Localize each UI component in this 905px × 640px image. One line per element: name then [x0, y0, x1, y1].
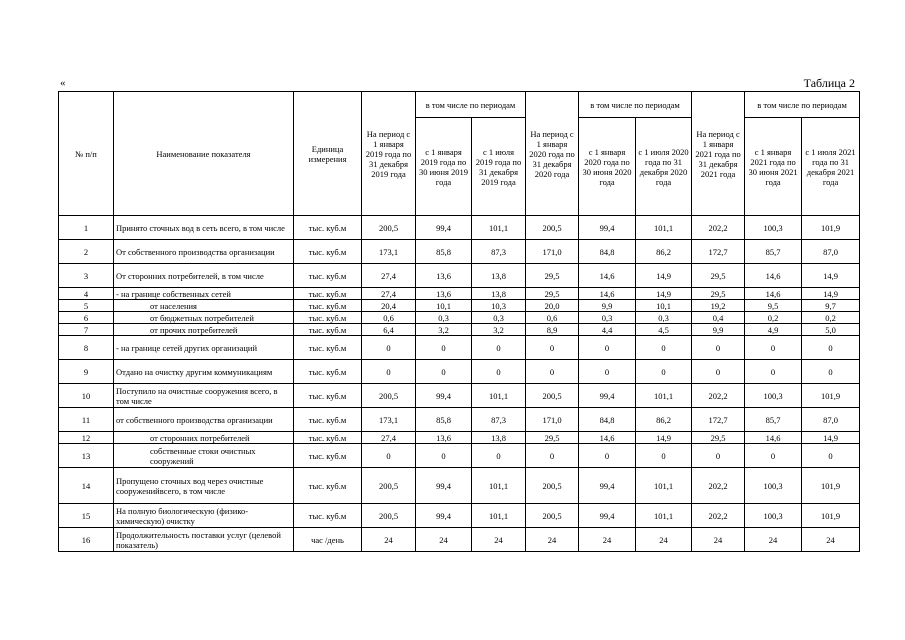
row-value: 20,4	[362, 300, 416, 312]
row-value: 10,1	[416, 300, 472, 312]
table-row	[59, 444, 860, 468]
row-value: 4,4	[579, 324, 636, 336]
row-value: 24	[362, 528, 416, 552]
row-value: 172,7	[692, 408, 745, 432]
row-name: - на границе собственных сетей	[114, 288, 294, 300]
row-value: 14,6	[579, 432, 636, 444]
row-value: 0	[636, 360, 692, 384]
row-unit: тыс. куб.м	[294, 504, 362, 528]
row-value: 99,4	[416, 384, 472, 408]
row-value: 99,4	[579, 216, 636, 240]
row-unit: тыс. куб.м	[294, 408, 362, 432]
row-value: 29,5	[692, 288, 745, 300]
row-value: 200,5	[362, 384, 416, 408]
row-value: 202,2	[692, 468, 745, 504]
row-value: 0,3	[472, 312, 526, 324]
row-value: 3,2	[472, 324, 526, 336]
row-value: 29,5	[692, 432, 745, 444]
row-value: 101,1	[636, 216, 692, 240]
row-value: 202,2	[692, 384, 745, 408]
row-number: 8	[59, 336, 114, 360]
row-value: 14,9	[802, 432, 860, 444]
row-value: 172,7	[692, 240, 745, 264]
table-row	[59, 288, 860, 300]
row-number: 4	[59, 288, 114, 300]
quote-mark: «	[60, 77, 66, 89]
row-unit: тыс. куб.м	[294, 324, 362, 336]
row-value: 84,8	[579, 240, 636, 264]
row-number: 13	[59, 444, 114, 468]
header-incl-2019: в том числе по периодам	[416, 92, 526, 118]
row-name: от населения	[114, 300, 294, 312]
row-value: 99,4	[416, 468, 472, 504]
header-h1-2020: с 1 января 2020 года по 30 июня 2020 года	[579, 118, 636, 216]
row-value: 0,2	[802, 312, 860, 324]
table-row	[59, 432, 860, 444]
table-header	[59, 92, 860, 216]
row-number: 16	[59, 528, 114, 552]
row-value: 85,7	[745, 240, 802, 264]
data-table	[58, 91, 860, 552]
row-value: 13,8	[472, 264, 526, 288]
row-unit: тыс. куб.м	[294, 384, 362, 408]
row-value: 87,0	[802, 240, 860, 264]
row-value: 14,9	[636, 432, 692, 444]
row-value: 85,8	[416, 408, 472, 432]
row-value: 0,2	[745, 312, 802, 324]
row-name: На полную биологическую (физико-химическую) очистку	[114, 504, 294, 528]
row-name: от сторонних потребителей	[114, 432, 294, 444]
row-value: 4,9	[745, 324, 802, 336]
row-value: 101,9	[802, 384, 860, 408]
row-value: 24	[745, 528, 802, 552]
table-row	[59, 324, 860, 336]
row-value: 101,9	[802, 216, 860, 240]
header-h1-2021: с 1 января 2021 года по 30 июня 2021 года	[745, 118, 802, 216]
row-number: 11	[59, 408, 114, 432]
row-name: От собственного производства организации	[114, 240, 294, 264]
row-value: 0	[416, 360, 472, 384]
row-value: 171,0	[526, 240, 579, 264]
header-period-2021: На период с 1 января 2021 года по 31 декабря 2021 года	[692, 92, 745, 216]
row-value: 14,6	[579, 288, 636, 300]
table-body	[59, 216, 860, 552]
row-value: 0	[802, 360, 860, 384]
header-name: Наименование показателя	[114, 92, 294, 216]
row-unit: тыс. куб.м	[294, 240, 362, 264]
row-value: 100,3	[745, 504, 802, 528]
row-value: 101,1	[472, 216, 526, 240]
row-value: 86,2	[636, 240, 692, 264]
table-row	[59, 528, 860, 552]
row-value: 24	[472, 528, 526, 552]
row-value: 9,7	[802, 300, 860, 312]
row-number: 1	[59, 216, 114, 240]
header-period-2020: На период с 1 января 2020 года по 31 декабря 2020 года	[526, 92, 579, 216]
row-name: От сторонних потребителей, в том числе	[114, 264, 294, 288]
header-unit: Единица измерения	[294, 92, 362, 216]
row-value: 0	[802, 444, 860, 468]
row-value: 202,2	[692, 216, 745, 240]
row-value: 101,9	[802, 504, 860, 528]
row-value: 9,5	[745, 300, 802, 312]
row-value: 0,6	[362, 312, 416, 324]
row-value: 14,9	[802, 288, 860, 300]
row-unit: тыс. куб.м	[294, 216, 362, 240]
row-value: 14,6	[745, 432, 802, 444]
row-value: 0	[416, 336, 472, 360]
row-value: 24	[692, 528, 745, 552]
row-value: 10,3	[472, 300, 526, 312]
header-num: № п/п	[59, 92, 114, 216]
row-value: 29,5	[526, 264, 579, 288]
row-value: 0	[526, 360, 579, 384]
row-value: 13,8	[472, 288, 526, 300]
row-number: 14	[59, 468, 114, 504]
row-value: 200,5	[362, 468, 416, 504]
row-value: 29,5	[526, 288, 579, 300]
row-value: 0	[472, 444, 526, 468]
row-value: 202,2	[692, 504, 745, 528]
row-value: 101,9	[802, 468, 860, 504]
row-number: 9	[59, 360, 114, 384]
row-value: 27,4	[362, 288, 416, 300]
row-value: 0,3	[579, 312, 636, 324]
row-value: 0	[745, 444, 802, 468]
header-h2-2020: с 1 июля 2020 года по 31 декабря 2020 года	[636, 118, 692, 216]
row-value: 99,4	[579, 504, 636, 528]
row-value: 0	[636, 336, 692, 360]
row-value: 0,3	[416, 312, 472, 324]
row-name: - на границе сетей других организаций	[114, 336, 294, 360]
row-value: 4,5	[636, 324, 692, 336]
row-value: 100,3	[745, 384, 802, 408]
row-value: 200,5	[362, 216, 416, 240]
row-value: 14,6	[579, 264, 636, 288]
row-value: 19,2	[692, 300, 745, 312]
row-value: 0	[745, 336, 802, 360]
row-value: 0	[362, 336, 416, 360]
row-value: 14,9	[802, 264, 860, 288]
row-value: 0	[526, 444, 579, 468]
row-name: Принято сточных вод в сеть всего, в том числе	[114, 216, 294, 240]
row-unit: тыс. куб.м	[294, 360, 362, 384]
row-value: 173,1	[362, 240, 416, 264]
row-number: 2	[59, 240, 114, 264]
table-row	[59, 360, 860, 384]
row-value: 24	[416, 528, 472, 552]
row-value: 9,9	[579, 300, 636, 312]
table-row	[59, 336, 860, 360]
row-value: 101,1	[472, 468, 526, 504]
row-value: 10,1	[636, 300, 692, 312]
row-value: 101,1	[472, 504, 526, 528]
row-number: 12	[59, 432, 114, 444]
row-name: собственные стоки очистных сооружений	[114, 444, 294, 468]
row-value: 87,0	[802, 408, 860, 432]
row-name: от прочих потребителей	[114, 324, 294, 336]
row-name: Поступило на очистные сооружения всего, в том числе	[114, 384, 294, 408]
table-row	[59, 240, 860, 264]
row-unit: тыс. куб.м	[294, 336, 362, 360]
row-value: 0	[692, 360, 745, 384]
row-value: 100,3	[745, 216, 802, 240]
row-value: 86,2	[636, 408, 692, 432]
row-value: 8,9	[526, 324, 579, 336]
row-value: 171,0	[526, 408, 579, 432]
row-value: 173,1	[362, 408, 416, 432]
row-unit: тыс. куб.м	[294, 312, 362, 324]
row-value: 100,3	[745, 468, 802, 504]
row-value: 200,5	[362, 504, 416, 528]
row-name: Отдано на очистку другим коммуникациям	[114, 360, 294, 384]
row-value: 3,2	[416, 324, 472, 336]
row-value: 20,0	[526, 300, 579, 312]
row-value: 9,9	[692, 324, 745, 336]
row-value: 101,1	[636, 504, 692, 528]
row-value: 200,5	[526, 504, 579, 528]
row-value: 13,6	[416, 288, 472, 300]
row-value: 13,8	[472, 432, 526, 444]
row-value: 87,3	[472, 408, 526, 432]
header-period-2019: На период с 1 января 2019 года по 31 декабря 2019 года	[362, 92, 416, 216]
row-value: 14,6	[745, 288, 802, 300]
row-value: 29,5	[692, 264, 745, 288]
row-unit: тыс. куб.м	[294, 264, 362, 288]
row-value: 0	[636, 444, 692, 468]
row-value: 6,4	[362, 324, 416, 336]
header-incl-2020: в том числе по периодам	[579, 92, 692, 118]
row-number: 3	[59, 264, 114, 288]
row-value: 0	[362, 444, 416, 468]
row-number: 10	[59, 384, 114, 408]
table-row	[59, 264, 860, 288]
row-value: 24	[636, 528, 692, 552]
row-value: 0	[802, 336, 860, 360]
row-value: 101,1	[472, 384, 526, 408]
row-value: 101,1	[636, 468, 692, 504]
row-unit: тыс. куб.м	[294, 444, 362, 468]
row-value: 85,8	[416, 240, 472, 264]
row-value: 14,6	[745, 264, 802, 288]
row-value: 0,3	[636, 312, 692, 324]
row-unit: тыс. куб.м	[294, 288, 362, 300]
row-value: 24	[802, 528, 860, 552]
table-row	[59, 300, 860, 312]
row-name: Продолжительность поставки услуг (целевой показатель)	[114, 528, 294, 552]
row-value: 0,6	[526, 312, 579, 324]
row-value: 0	[362, 360, 416, 384]
row-value: 99,4	[579, 384, 636, 408]
row-value: 99,4	[416, 504, 472, 528]
header-h2-2019: с 1 июля 2019 года по 31 декабря 2019 года	[472, 118, 526, 216]
row-unit: тыс. куб.м	[294, 468, 362, 504]
table-row	[59, 504, 860, 528]
row-value: 200,5	[526, 384, 579, 408]
row-value: 0	[579, 360, 636, 384]
table-row	[59, 216, 860, 240]
row-name: Пропущено сточных вод через очистные сооруженийвсего, в том числе	[114, 468, 294, 504]
row-number: 7	[59, 324, 114, 336]
row-value: 0	[745, 360, 802, 384]
row-value: 0	[579, 444, 636, 468]
row-value: 0	[472, 336, 526, 360]
row-value: 24	[579, 528, 636, 552]
row-value: 85,7	[745, 408, 802, 432]
row-value: 24	[526, 528, 579, 552]
row-value: 14,9	[636, 288, 692, 300]
header-incl-2021: в том числе по периодам	[745, 92, 860, 118]
row-value: 99,4	[416, 216, 472, 240]
row-value: 14,9	[636, 264, 692, 288]
row-value: 0	[579, 336, 636, 360]
row-value: 0	[526, 336, 579, 360]
row-value: 101,1	[636, 384, 692, 408]
row-number: 6	[59, 312, 114, 324]
row-unit: тыс. куб.м	[294, 432, 362, 444]
row-unit: час /день	[294, 528, 362, 552]
row-value: 0,4	[692, 312, 745, 324]
row-value: 13,6	[416, 432, 472, 444]
row-value: 27,4	[362, 432, 416, 444]
row-name: от собственного производства организации	[114, 408, 294, 432]
row-value: 0	[692, 444, 745, 468]
row-value: 29,5	[526, 432, 579, 444]
table-caption: Таблица 2	[803, 76, 855, 90]
row-value: 200,5	[526, 216, 579, 240]
table-row	[59, 408, 860, 432]
row-value: 87,3	[472, 240, 526, 264]
row-value: 0	[472, 360, 526, 384]
row-value: 0	[692, 336, 745, 360]
table-row	[59, 312, 860, 324]
table-row	[59, 384, 860, 408]
row-unit: тыс. куб.м	[294, 300, 362, 312]
row-number: 5	[59, 300, 114, 312]
row-value: 0	[416, 444, 472, 468]
row-value: 13,6	[416, 264, 472, 288]
row-value: 5,0	[802, 324, 860, 336]
header-h1-2019: с 1 января 2019 года по 30 июня 2019 года	[416, 118, 472, 216]
header-h2-2021: с 1 июля 2021 года по 31 декабря 2021 года	[802, 118, 860, 216]
row-value: 200,5	[526, 468, 579, 504]
row-value: 27,4	[362, 264, 416, 288]
row-name: от бюджетных потребителей	[114, 312, 294, 324]
table-row	[59, 468, 860, 504]
row-value: 84,8	[579, 408, 636, 432]
row-value: 99,4	[579, 468, 636, 504]
row-number: 15	[59, 504, 114, 528]
